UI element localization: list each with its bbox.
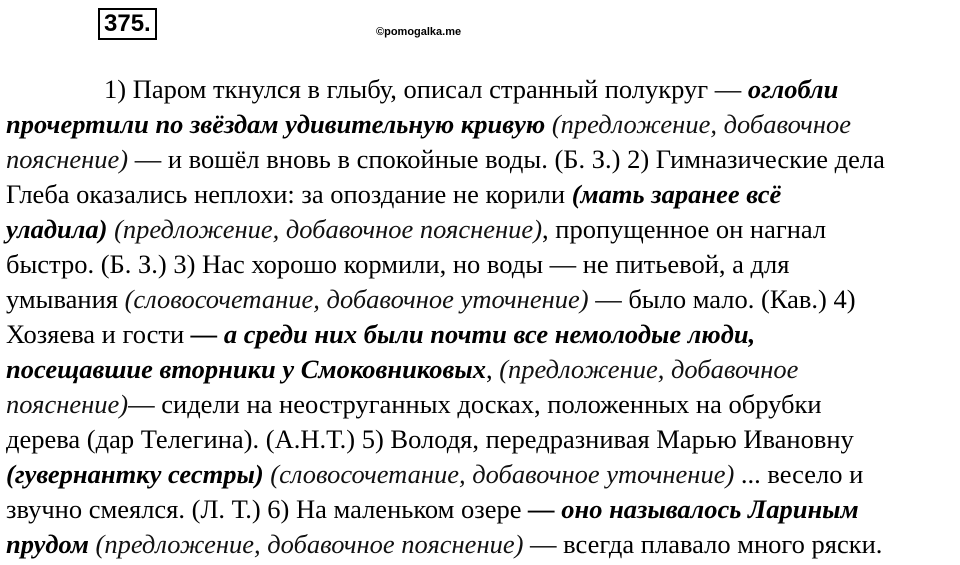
text-line	[6, 317, 956, 352]
plain-text	[89, 529, 96, 559]
text-line	[6, 492, 956, 527]
highlighted-phrase: оглобли	[747, 74, 839, 104]
plain-text: быстро. (Б. З.) 3) Нас хорошо кормили, но воды — не питьевой, а для	[6, 249, 790, 279]
text-line	[6, 247, 956, 282]
plain-text: ,	[485, 354, 500, 384]
text-line	[6, 72, 956, 107]
plain-text: — было мало. (Кав.) 4)	[588, 284, 856, 314]
plain-text: дерева (дар Телегина). (А.Н.Т.) 5) Володя, передразнивая Марью Ивановну	[6, 424, 854, 454]
text-line	[6, 527, 956, 562]
highlighted-phrase: прудом	[6, 529, 89, 559]
plain-text: , пропущенное он нагнал	[542, 214, 827, 244]
text-line	[6, 212, 956, 247]
grammar-note: пояснение)	[6, 389, 129, 419]
grammar-note: (словосочетание, добавочное уточнение)	[270, 459, 735, 489]
watermark: ©pomogalka.me	[376, 26, 462, 38]
plain-text: Хозяева и гости	[6, 319, 191, 349]
plain-text: звучно смеялся. (Л. Т.) 6) На маленьком озере	[6, 494, 529, 524]
plain-text: умывания	[6, 284, 125, 314]
highlighted-phrase: прочертили по звёздам удивительную кривую	[6, 109, 546, 139]
text-line	[6, 422, 956, 457]
plain-text: Глеба оказались неплохи: за опоздание не корили	[6, 179, 572, 209]
text-line	[6, 142, 956, 177]
plain-text: ... весело и	[734, 459, 864, 489]
text-line	[6, 457, 956, 492]
plain-text: 1) Паром ткнулся в глыбу, описал странный полукруг —	[104, 74, 748, 104]
text-line	[6, 282, 956, 317]
plain-text	[545, 109, 552, 139]
highlighted-phrase: — оно называлось Лариным	[528, 494, 859, 524]
highlighted-phrase: (гувернантку сестры)	[6, 459, 264, 489]
grammar-note: (предложение, добавочное пояснение)	[95, 529, 524, 559]
grammar-note: (предложение, добавочное пояснение)	[114, 214, 543, 244]
text-line	[6, 107, 956, 142]
text-line	[6, 387, 956, 422]
exercise-number: 375.	[98, 8, 157, 40]
highlighted-phrase: — а среди них были почти все немолодые люди,	[190, 319, 756, 349]
plain-text: — и вошёл вновь в спокойные воды. (Б. З.) 2) Гимназические дела	[128, 144, 885, 174]
highlighted-phrase: уладила)	[6, 214, 108, 244]
highlighted-phrase: (мать заранее всё	[571, 179, 782, 209]
highlighted-phrase: посещавшие вторники у Смоковниковых	[6, 354, 486, 384]
text-line	[6, 352, 956, 387]
exercise-text	[6, 72, 956, 562]
grammar-note: (предложение, добавочное	[551, 109, 851, 139]
text-line	[6, 177, 956, 212]
plain-text: — сидели на неоструганных досках, положенных на обрубки	[128, 389, 822, 419]
plain-text: — всегда плавало много ряски.	[523, 529, 883, 559]
grammar-note: пояснение)	[6, 144, 129, 174]
grammar-note: (словосочетание, добавочное уточнение)	[124, 284, 589, 314]
grammar-note: (предложение, добавочное	[499, 354, 799, 384]
